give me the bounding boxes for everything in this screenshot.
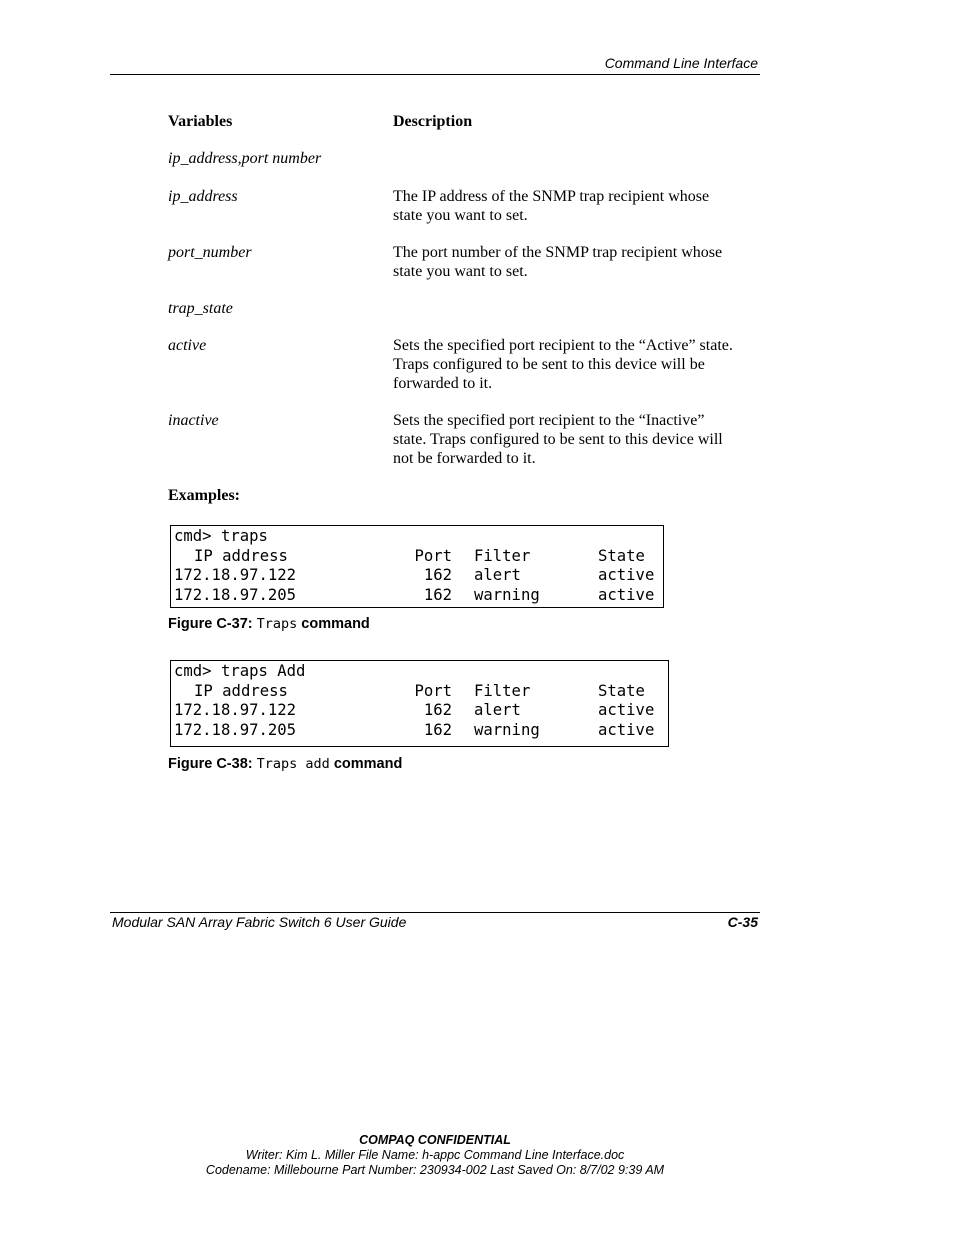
figure-caption: [168, 616, 370, 632]
ip-value: 172.18.97.205: [174, 720, 297, 739]
examples-heading: Examples:: [168, 487, 240, 504]
ip-value: 172.18.97.122: [174, 701, 297, 719]
writer-line: Writer: Kim L. Miller File Name: h-appc Command Line Interface.doc: [245, 1148, 625, 1162]
port-value: 162: [423, 585, 452, 604]
description-line: state you want to set.: [393, 263, 528, 280]
code-data-row: [174, 721, 665, 741]
variables-heading: Variables: [168, 113, 233, 130]
header-rule: [110, 74, 760, 75]
filter-value: alert: [474, 701, 521, 719]
description-line: state. Traps configured to be sent to this device will: [393, 431, 723, 448]
command-line: cmd> traps Add: [174, 662, 306, 680]
variable-name: port_number: [168, 244, 252, 261]
description-line: state you want to set.: [393, 207, 528, 224]
variable-name: trap_state: [168, 300, 233, 317]
variable-description: [393, 187, 763, 225]
port-header: Port: [414, 681, 452, 700]
code-data-row: [174, 586, 660, 606]
filter-header: Filter: [474, 681, 531, 700]
variable-name: active: [168, 337, 207, 354]
description-line: Sets the specified port recipient to the “Active” state.: [393, 337, 733, 354]
codename-line: Codename: Millebourne Part Number: 230934-002 Last Saved On: 8/7/02 9:39 AM: [205, 1163, 665, 1177]
footer-rule: [110, 912, 760, 913]
port-header: Port: [414, 546, 452, 565]
filter-value: alert: [474, 566, 521, 584]
state-header: State: [598, 681, 645, 700]
filter-value: warning: [474, 720, 540, 739]
filter-header: Filter: [474, 546, 531, 565]
description-line: The IP address of the SNMP trap recipient whose: [393, 188, 710, 205]
port-value: 162: [423, 566, 452, 584]
guide-title: Modular SAN Array Fabric Switch 6 User Guide: [112, 914, 407, 930]
variable-name: ip_address,port number: [168, 150, 322, 167]
state-header: State: [598, 546, 645, 565]
page-number: C-35: [727, 914, 758, 930]
code-example-traps-add: [170, 660, 669, 747]
ip-header: IP address: [194, 681, 288, 700]
port-value: 162: [423, 701, 452, 719]
code-example-traps: [170, 525, 664, 608]
description-heading: Description: [393, 113, 473, 130]
code-data-row: [174, 566, 660, 586]
running-header: Command Line Interface: [604, 55, 758, 71]
ip-header: IP address: [194, 546, 288, 565]
caption-code: Traps add: [256, 756, 330, 772]
variable-name: inactive: [168, 412, 219, 429]
caption-label: Figure C-37:: [168, 616, 253, 632]
state-value: active: [598, 566, 655, 584]
caption-code: Traps: [256, 616, 298, 632]
code-data-row: [174, 701, 665, 721]
state-value: active: [598, 585, 655, 604]
port-value: 162: [423, 720, 452, 739]
variable-name: ip_address: [168, 188, 238, 205]
variable-description: [393, 336, 763, 393]
caption-text: command: [333, 756, 403, 772]
state-value: active: [598, 720, 655, 739]
confidential-block: [0, 1133, 870, 1178]
description-line: Sets the specified port recipient to the “Inactive”: [393, 412, 705, 429]
description-line: The port number of the SNMP trap recipient whose: [393, 244, 723, 261]
state-value: active: [598, 701, 655, 719]
filter-value: warning: [474, 585, 540, 604]
description-line: not be forwarded to it.: [393, 450, 536, 467]
confidential-label: COMPAQ CONFIDENTIAL: [359, 1133, 511, 1147]
code-header-row: [174, 547, 660, 567]
ip-value: 172.18.97.122: [174, 566, 297, 584]
code-header-row: [174, 682, 665, 702]
variable-description: [393, 411, 763, 468]
description-line: forwarded to it.: [393, 375, 493, 392]
figure-caption: [168, 756, 402, 772]
variable-description: [393, 243, 763, 281]
command-line: cmd> traps: [174, 527, 268, 545]
caption-text: command: [301, 616, 370, 632]
caption-label: Figure C-38:: [168, 756, 253, 772]
ip-value: 172.18.97.205: [174, 585, 297, 604]
description-line: Traps configured to be sent to this device will be: [393, 356, 705, 373]
